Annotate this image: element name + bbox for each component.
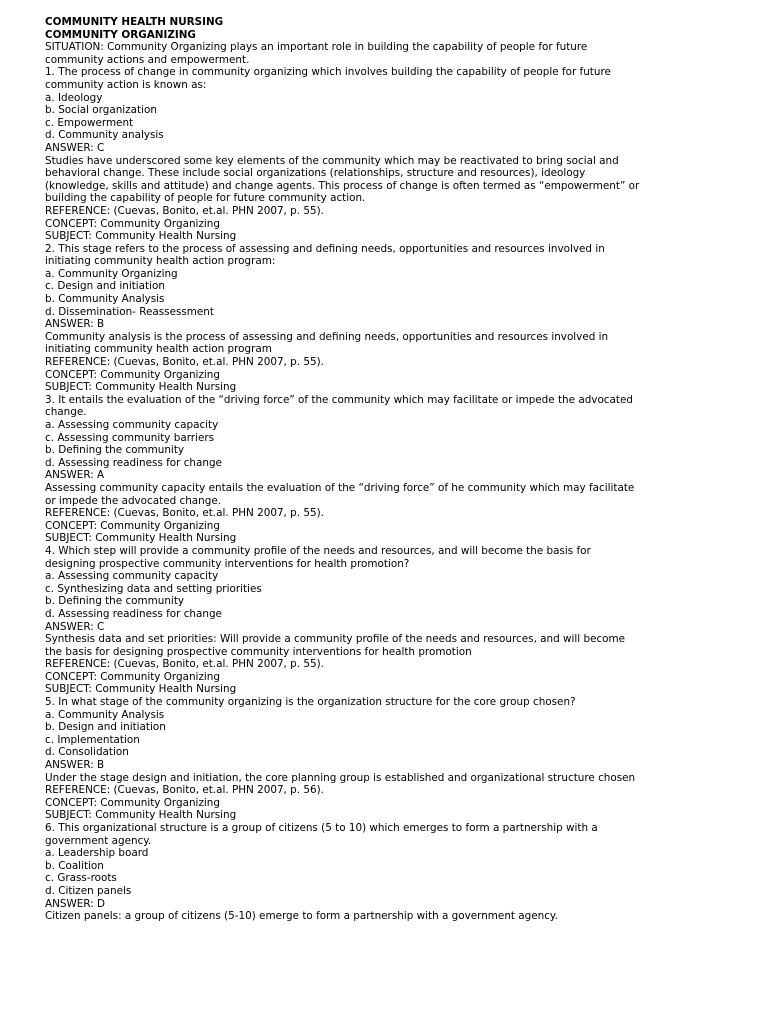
text-line: c. Grass-roots (45, 872, 117, 885)
text-line: 4. Which step will provide a community profile of the needs and resources, and will become the basis for (45, 544, 591, 557)
text-line: d. Assessing readiness for change (45, 456, 222, 469)
text-line: REFERENCE: (Cuevas, Bonito, et.al. PHN 2007, p. 55). (45, 204, 324, 217)
text-line: ANSWER: C (45, 620, 105, 633)
text-line: b. Coalition (45, 859, 104, 872)
text-line: SUBJECT: Community Health Nursing (45, 532, 237, 545)
text-line: ANSWER: B (45, 318, 105, 331)
text-line: community actions and empowerment. (45, 53, 250, 66)
text-line: 5. In what stage of the community organizing is the organization structure for the core group chosen? (45, 696, 576, 709)
text-line: initiating community health action program (45, 343, 272, 356)
text-line: a. Assessing community capacity (45, 570, 219, 583)
document-page (45, 16, 735, 923)
text-line: REFERENCE: (Cuevas, Bonito, et.al. PHN 2007, p. 56). (45, 784, 324, 797)
text-line: b. Design and initiation (45, 721, 166, 734)
text-line: 3. It entails the evaluation of the “driving force” of the community which may facilitate or impede the advocated (45, 393, 633, 406)
text-line: ANSWER: B (45, 759, 105, 772)
text-line: b. Defining the community (45, 595, 185, 608)
text-line: the basis for designing prospective community interventions for health promotion (45, 645, 472, 658)
text-line: Synthesis data and set priorities: Will provide a community profile of the needs and resources, and will become (45, 633, 626, 646)
text-line: a. Community Analysis (45, 708, 165, 721)
text-line: (knowledge, skills and attitude) and change agents. This process of change is often termed as “empowerment” or (45, 179, 640, 192)
text-line: ANSWER: C (45, 141, 105, 154)
text-line: REFERENCE: (Cuevas, Bonito, et.al. PHN 2007, p. 55). (45, 507, 324, 520)
text-line: CONCEPT: Community Organizing (45, 670, 220, 683)
text-line: community action is known as: (45, 78, 207, 91)
text-line: CONCEPT: Community Organizing (45, 368, 220, 381)
text-line: 1. The process of change in community organizing which involves building the capability of people for future (45, 66, 611, 79)
text-line: designing prospective community interventions for health promotion? (45, 557, 410, 570)
text-line: CONCEPT: Community Organizing (45, 796, 220, 809)
text-line: d. Assessing readiness for change (45, 607, 222, 620)
text-line: initiating community health action program: (45, 255, 276, 268)
text-line: b. Community Analysis (45, 293, 165, 306)
text-line: c. Design and initiation (45, 280, 165, 293)
text-line: d. Dissemination- Reassessment (45, 305, 214, 318)
text-line: d. Community analysis (45, 129, 164, 142)
text-line: Community analysis is the process of assessing and defining needs, opportunities and resources involved in (45, 330, 609, 343)
text-line: b. Social organization (45, 104, 157, 117)
text-line: b. Defining the community (45, 444, 185, 457)
text-line: 6. This organizational structure is a group of citizens (5 to 10) which emerges to form a partnership with a (45, 822, 598, 834)
text-line: c. Implementation (45, 733, 140, 746)
text-line: Studies have underscored some key elements of the community which may be reactivated to bring social and (45, 154, 619, 167)
section-title: COMMUNITY ORGANIZING (45, 28, 196, 41)
text-line: Citizen panels: a group of citizens (5-10) emerge to form a partnership with a government agency. (45, 910, 558, 923)
text-line: a. Community Organizing (45, 267, 178, 280)
text-line: SUBJECT: Community Health Nursing (45, 809, 237, 822)
text-line: c. Assessing community barriers (45, 431, 215, 444)
text-line: a. Ideology (45, 91, 103, 104)
text-line: or impede the advocated change. (45, 494, 222, 507)
text-line: ANSWER: A (45, 469, 105, 482)
text-line: Assessing community capacity entails the evaluation of the “driving force” of he community which may facilitate (45, 481, 635, 494)
text-line: SITUATION: Community Organizing plays an important role in building the capability of people for future (45, 41, 588, 54)
text-line: a. Assessing community capacity (45, 419, 219, 431)
document-title: COMMUNITY HEALTH NURSING (45, 16, 224, 28)
text-line: change. (45, 406, 87, 419)
text-line: ANSWER: D (45, 897, 106, 910)
text-line: c. Empowerment (45, 116, 134, 129)
text-line: SUBJECT: Community Health Nursing (45, 230, 237, 243)
text-line: REFERENCE: (Cuevas, Bonito, et.al. PHN 2007, p. 55). (45, 658, 324, 671)
text-line: d. Consolidation (45, 746, 129, 759)
text-line: CONCEPT: Community Organizing (45, 519, 220, 532)
text-line: d. Citizen panels (45, 884, 132, 897)
text-line: a. Leadership board (45, 847, 149, 860)
text-line: government agency. (45, 834, 152, 847)
text-line: CONCEPT: Community Organizing (45, 217, 220, 230)
text-line: Under the stage design and initiation, the core planning group is established and organizational structure chosen (45, 771, 636, 784)
text-line: c. Synthesizing data and setting priorities (45, 582, 262, 595)
text-line: behavioral change. These include social organizations (relationships, structure and resources), ideology (45, 167, 586, 180)
text-line: REFERENCE: (Cuevas, Bonito, et.al. PHN 2007, p. 55). (45, 356, 324, 369)
text-line: SUBJECT: Community Health Nursing (45, 683, 237, 696)
document-body (45, 41, 735, 923)
text-line: 2. This stage refers to the process of assessing and defining needs, opportunities and resources involved in (45, 242, 605, 255)
text-line: building the capability of people for future community action. (45, 192, 366, 205)
text-line: SUBJECT: Community Health Nursing (45, 381, 237, 394)
